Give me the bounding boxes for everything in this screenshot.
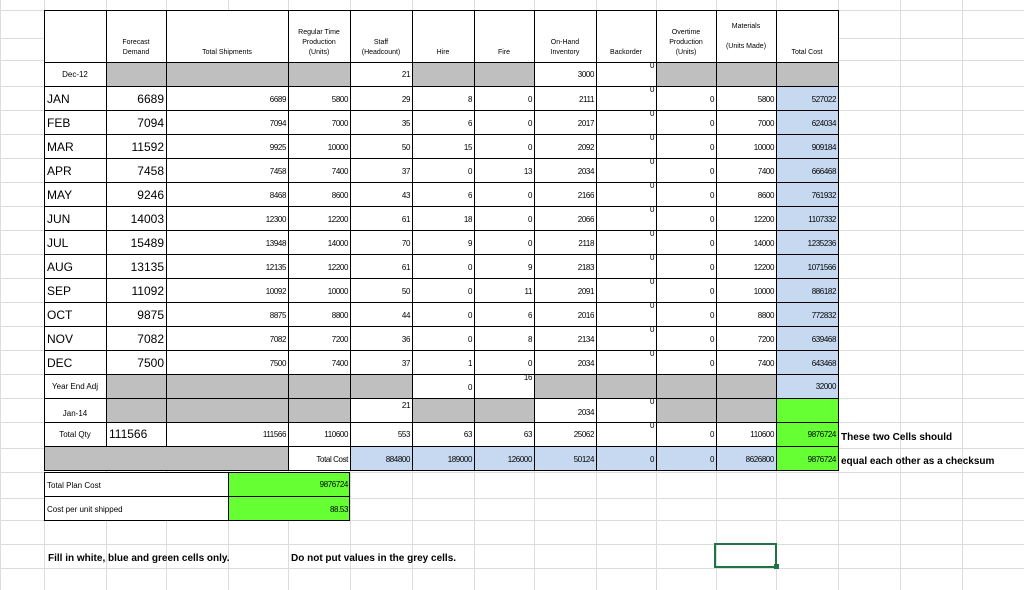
year-end-fire: 16 xyxy=(523,373,532,382)
row-year-end-cell-5[interactable] xyxy=(412,374,475,399)
month-label: MAY xyxy=(47,188,73,202)
row-aug-cell-8[interactable] xyxy=(596,254,657,279)
overtime-production: 0 xyxy=(709,311,714,320)
row-dec12-cell-10[interactable] xyxy=(716,62,777,87)
total-shipments: 7458 xyxy=(269,167,286,176)
row-year-end-cell-1[interactable] xyxy=(106,374,167,399)
backorder: 0 xyxy=(649,277,654,286)
hire-count: 0 xyxy=(467,263,472,272)
row-jan14-cell-3[interactable] xyxy=(288,398,351,423)
on-hand-inventory: 2134 xyxy=(577,335,594,344)
staff-headcount: 50 xyxy=(401,143,410,152)
month-label: DEC xyxy=(47,356,73,370)
overtime-cost-cell[interactable] xyxy=(656,446,717,471)
total-plan-cost-label: Total Plan Cost xyxy=(47,481,101,490)
overtime-production: 0 xyxy=(709,263,714,272)
total-shipments-sum: 111566 xyxy=(262,430,286,439)
overtime-production: 0 xyxy=(709,143,714,152)
row-dec12-cell-5[interactable] xyxy=(412,62,475,87)
regular-production: 5800 xyxy=(331,95,348,104)
on-hand-inventory: 2017 xyxy=(577,119,594,128)
overtime-production: 0 xyxy=(709,215,714,224)
hire-count: 0 xyxy=(467,167,472,176)
dec12-label: Dec-12 xyxy=(62,70,88,79)
row-nov-cell-6[interactable] xyxy=(474,326,535,351)
total-qty-label: Total Qty xyxy=(59,430,91,439)
total-inventory: 25062 xyxy=(573,430,594,439)
on-hand-inventory: 2092 xyxy=(577,143,594,152)
staff-headcount: 29 xyxy=(401,95,410,104)
row-year-end-cell-2[interactable] xyxy=(166,374,289,399)
staff-headcount: 70 xyxy=(401,239,410,248)
total-fire: 63 xyxy=(523,430,532,439)
header-ship: Total Shipments xyxy=(202,49,252,56)
row-jan-cell-6[interactable] xyxy=(474,86,535,111)
fire-cost: 126000 xyxy=(507,455,532,464)
regular-production: 14000 xyxy=(327,239,348,248)
backorder: 0 xyxy=(649,325,654,334)
backorder: 0 xyxy=(649,205,654,214)
header-staff: Staff (Headcount) xyxy=(361,39,401,56)
staff-headcount: 35 xyxy=(401,119,410,128)
hire-count: 0 xyxy=(467,287,472,296)
forecast-demand: 15489 xyxy=(130,236,164,250)
fill-handle[interactable] xyxy=(774,564,779,569)
instruction-fill-cells: Fill in white, blue and green cells only. xyxy=(48,553,230,564)
row-jul-cell-8[interactable] xyxy=(596,230,657,255)
on-hand-inventory: 2166 xyxy=(577,191,594,200)
regular-production: 12200 xyxy=(327,263,348,272)
row-feb-cell-9[interactable] xyxy=(656,110,717,135)
hire-count: 8 xyxy=(467,95,472,104)
fire-count: 0 xyxy=(527,359,532,368)
forecast-demand: 14003 xyxy=(130,212,164,226)
row-mar-cell-9[interactable] xyxy=(656,134,717,159)
row-feb-cell-6[interactable] xyxy=(474,110,535,135)
materials-units: 8600 xyxy=(757,191,774,200)
forecast-demand: 7094 xyxy=(137,116,164,130)
row-aug-cell-6[interactable] xyxy=(474,254,535,279)
total-cost-checksum: 9876724 xyxy=(807,455,836,464)
row-oct-cell-6[interactable] xyxy=(474,302,535,327)
checksum-note-line2: equal each other as a checksum xyxy=(841,456,995,467)
fire-count: 0 xyxy=(527,239,532,248)
row-aug-cell-5[interactable] xyxy=(412,254,475,279)
total-staff: 553 xyxy=(397,430,410,439)
regular-production: 12200 xyxy=(327,215,348,224)
year-end-label: Year End Adj xyxy=(52,382,98,391)
year-end-hire: 0 xyxy=(467,383,472,392)
backorder: 0 xyxy=(649,109,654,118)
header-cell-blank[interactable] xyxy=(44,10,107,63)
staff-headcount: 37 xyxy=(401,359,410,368)
materials-units: 7400 xyxy=(757,359,774,368)
on-hand-inventory: 2118 xyxy=(578,239,594,248)
backorder: 0 xyxy=(649,349,654,358)
header-forecast: Forecast Demand xyxy=(122,39,150,56)
row-jul-cell-6[interactable] xyxy=(474,230,535,255)
row-jul-cell-9[interactable] xyxy=(656,230,717,255)
header-ot: Overtime Production (Units) xyxy=(669,29,703,56)
header-reg: Regular Time Production (Units) xyxy=(298,29,340,56)
hire-count: 0 xyxy=(467,335,472,344)
row-sep-cell-8[interactable] xyxy=(596,278,657,303)
row-jun-cell-8[interactable] xyxy=(596,206,657,231)
backorder: 0 xyxy=(649,85,654,94)
overtime-production: 0 xyxy=(709,191,714,200)
monthly-total-cost: 624034 xyxy=(811,119,836,128)
row-jan14-cell-8[interactable] xyxy=(596,398,657,423)
row-apr-cell-9[interactable] xyxy=(656,158,717,183)
row-jan14-cell-9[interactable] xyxy=(656,398,717,423)
overtime-production: 0 xyxy=(709,239,714,248)
checksum-note-line1: These two Cells should xyxy=(841,432,953,443)
row-aug-cell-9[interactable] xyxy=(656,254,717,279)
hire-count: 6 xyxy=(467,191,472,200)
row-feb-cell-8[interactable] xyxy=(596,110,657,135)
row-jun-cell-9[interactable] xyxy=(656,206,717,231)
fire-count: 8 xyxy=(527,335,532,344)
monthly-total-cost: 1235236 xyxy=(807,239,836,248)
total-shipments: 6689 xyxy=(269,95,286,104)
month-label: MAR xyxy=(47,140,74,154)
month-label: FEB xyxy=(47,116,71,130)
inventory-cost: 50124 xyxy=(573,455,594,464)
fire-count: 0 xyxy=(527,95,532,104)
total-shipments: 13948 xyxy=(265,239,286,248)
materials-cost: 8626800 xyxy=(745,455,774,464)
hire-count: 15 xyxy=(463,143,472,152)
materials-units: 10000 xyxy=(753,143,774,152)
on-hand-inventory: 2066 xyxy=(577,215,594,224)
row-jul-cell-5[interactable] xyxy=(412,230,475,255)
monthly-total-cost: 886182 xyxy=(811,287,836,296)
monthly-total-cost: 666468 xyxy=(811,167,836,176)
total-forecast: 111566 xyxy=(109,427,148,441)
header-cost: Total Cost xyxy=(791,49,823,56)
row-jan14-cell-1[interactable] xyxy=(106,398,167,423)
regular-production: 7000 xyxy=(331,119,348,128)
month-label: JUL xyxy=(47,236,69,250)
header-hire: Hire xyxy=(436,49,450,56)
year-end-cost: 32000 xyxy=(815,382,836,391)
row-dec12-cell-2[interactable] xyxy=(166,62,289,87)
header-inv: On-Hand Inventory xyxy=(550,39,580,56)
row-nov-cell-5[interactable] xyxy=(412,326,475,351)
fire-count: 11 xyxy=(524,287,532,296)
row-feb-cell-5[interactable] xyxy=(412,110,475,135)
row-jun-cell-6[interactable] xyxy=(474,206,535,231)
staff-headcount: 44 xyxy=(401,311,410,320)
monthly-total-cost: 527022 xyxy=(811,95,836,104)
fire-count: 6 xyxy=(527,311,532,320)
total-shipments: 8468 xyxy=(269,191,286,200)
total-materials: 110600 xyxy=(750,430,774,439)
materials-units: 5800 xyxy=(757,95,774,104)
backorder: 0 xyxy=(649,157,654,166)
month-label: SEP xyxy=(47,284,72,298)
on-hand-inventory: 2111 xyxy=(578,95,594,104)
materials-units: 12200 xyxy=(753,263,774,272)
row-jan-cell-8[interactable] xyxy=(596,86,657,111)
overtime-production: 0 xyxy=(709,287,714,296)
backorder: 0 xyxy=(649,133,654,142)
backorder: 0 xyxy=(649,181,654,190)
hire-count: 6 xyxy=(467,119,472,128)
total-shipments: 12300 xyxy=(265,215,286,224)
row-jan14-cell-10[interactable] xyxy=(716,398,777,423)
regular-production: 7200 xyxy=(331,335,348,344)
staff-headcount: 36 xyxy=(401,335,410,344)
on-hand-inventory: 2016 xyxy=(577,311,594,320)
forecast-demand: 13135 xyxy=(130,260,164,274)
row-mar-cell-8[interactable] xyxy=(596,134,657,159)
monthly-total-cost: 772832 xyxy=(811,311,836,320)
row-year-end-cell-7[interactable] xyxy=(534,374,597,399)
total-shipments: 8875 xyxy=(269,311,286,320)
row-year-end-cell-10[interactable] xyxy=(716,374,777,399)
cost-per-unit-value: 88.53 xyxy=(329,505,348,514)
month-label: APR xyxy=(47,164,72,178)
total-shipments: 12135 xyxy=(265,263,286,272)
monthly-total-cost: 643468 xyxy=(811,359,836,368)
row-oct-cell-5[interactable] xyxy=(412,302,475,327)
staff-headcount: 43 xyxy=(401,191,410,200)
forecast-demand: 7458 xyxy=(137,164,164,178)
row-dec12-cell-1[interactable] xyxy=(106,62,167,87)
fire-count: 0 xyxy=(527,119,532,128)
regular-production: 7400 xyxy=(331,167,348,176)
materials-units: 7000 xyxy=(757,119,774,128)
hire-count: 18 xyxy=(463,215,472,224)
on-hand-inventory: 2183 xyxy=(577,263,594,272)
row-may-cell-6[interactable] xyxy=(474,182,535,207)
row-dec12-cell-3[interactable] xyxy=(288,62,351,87)
total-shipments: 9925 xyxy=(269,143,286,152)
row-sep-cell-9[interactable] xyxy=(656,278,717,303)
fire-count: 0 xyxy=(527,143,532,152)
forecast-demand: 7082 xyxy=(137,332,164,346)
regular-production: 10000 xyxy=(327,143,348,152)
row-mar-cell-6[interactable] xyxy=(474,134,535,159)
monthly-total-cost: 1071566 xyxy=(807,263,836,272)
row-total-qty-cell-8[interactable] xyxy=(596,422,657,447)
row-jan14-cell-6[interactable] xyxy=(474,398,535,423)
on-hand-inventory: 2034 xyxy=(577,167,594,176)
forecast-demand: 6689 xyxy=(137,92,164,106)
hire-count: 0 xyxy=(467,311,472,320)
forecast-demand: 11092 xyxy=(131,284,164,298)
forecast-demand: 9246 xyxy=(137,188,164,202)
row-total-qty-cell-9[interactable] xyxy=(656,422,717,447)
regular-production: 10000 xyxy=(327,287,348,296)
on-hand-inventory: 2091 xyxy=(577,287,594,296)
materials-units: 7400 xyxy=(757,167,774,176)
overtime-production: 0 xyxy=(709,359,714,368)
row-oct-cell-9[interactable] xyxy=(656,302,717,327)
backorder-cost-cell[interactable] xyxy=(596,446,657,471)
on-hand-inventory: 2034 xyxy=(577,359,594,368)
row-apr-cell-8[interactable] xyxy=(596,158,657,183)
selected-cell[interactable] xyxy=(714,543,777,568)
row-jan14-cell-2[interactable] xyxy=(166,398,289,423)
hire-count: 1 xyxy=(467,359,472,368)
row-year-end-cell-3[interactable] xyxy=(288,374,351,399)
backorder-cost: 0 xyxy=(649,455,654,464)
header-fire: Fire xyxy=(497,49,511,56)
staff-headcount: 61 xyxy=(401,263,410,272)
staff-headcount: 61 xyxy=(401,215,410,224)
backorder: 0 xyxy=(649,229,654,238)
fire-count: 9 xyxy=(527,263,532,272)
instruction-grey-cells: Do not put values in the grey cells. xyxy=(291,553,457,564)
dec12-backorder: 0 xyxy=(649,61,654,70)
regular-production: 8600 xyxy=(331,191,348,200)
hire-count: 9 xyxy=(467,239,472,248)
materials-units: 14000 xyxy=(753,239,774,248)
row-sep-cell-5[interactable] xyxy=(412,278,475,303)
row-nov-cell-9[interactable] xyxy=(656,326,717,351)
header-back: Backorder xyxy=(610,49,642,56)
total-regular-production: 110600 xyxy=(324,430,348,439)
month-label: NOV xyxy=(47,332,74,346)
row-year-end-cell-4[interactable] xyxy=(350,374,413,399)
hire-cost: 189000 xyxy=(447,455,472,464)
total-overtime: 0 xyxy=(709,430,714,439)
total-backorder: 0 xyxy=(649,421,654,430)
row-apr-cell-5[interactable] xyxy=(412,158,475,183)
month-label: OCT xyxy=(47,308,73,322)
row-jan-cell-9[interactable] xyxy=(656,86,717,111)
row-dec-cell-6[interactable] xyxy=(474,350,535,375)
month-label: AUG xyxy=(47,260,74,274)
jan14-staff: 21 xyxy=(401,401,410,410)
forecast-demand: 7500 xyxy=(137,356,164,370)
materials-units: 8800 xyxy=(757,311,774,320)
header-mat: Materials (Units Made) xyxy=(725,23,767,50)
row-year-end-cell-8[interactable] xyxy=(596,374,657,399)
monthly-total-cost: 909184 xyxy=(811,143,836,152)
fire-count: 0 xyxy=(527,191,532,200)
fire-count: 0 xyxy=(527,215,532,224)
total-plan-cost-value: 9876724 xyxy=(319,480,348,489)
row-may-cell-5[interactable] xyxy=(412,182,475,207)
cost-per-unit-label: Cost per unit shipped xyxy=(47,505,123,514)
overtime-production: 0 xyxy=(709,95,714,104)
total-cost-grey-span[interactable] xyxy=(44,446,289,471)
dec12-staff: 21 xyxy=(401,70,410,79)
row-may-cell-8[interactable] xyxy=(596,182,657,207)
staff-headcount: 37 xyxy=(401,167,410,176)
total-hire: 63 xyxy=(463,430,472,439)
materials-units: 7200 xyxy=(757,335,774,344)
materials-units: 10000 xyxy=(753,287,774,296)
overtime-cost: 0 xyxy=(709,455,714,464)
staff-cost: 884800 xyxy=(385,455,410,464)
overtime-production: 0 xyxy=(709,167,714,176)
regular-production: 8800 xyxy=(331,311,348,320)
total-shipments: 10092 xyxy=(265,287,286,296)
row-dec12-cell-11[interactable] xyxy=(776,62,839,87)
month-label: JAN xyxy=(47,92,70,106)
dec12-inventory: 3000 xyxy=(577,70,594,79)
fire-count: 13 xyxy=(523,167,532,176)
row-oct-cell-8[interactable] xyxy=(596,302,657,327)
row-dec-cell-5[interactable] xyxy=(412,350,475,375)
total-qty-cost: 9876724 xyxy=(807,430,836,439)
backorder: 0 xyxy=(649,253,654,262)
materials-units: 12200 xyxy=(753,215,774,224)
row-dec12-cell-9[interactable] xyxy=(656,62,717,87)
monthly-total-cost: 761932 xyxy=(811,191,836,200)
forecast-demand: 9875 xyxy=(137,308,164,322)
row-jan14-cell-11[interactable] xyxy=(776,398,839,423)
total-cost-label: Total Cost xyxy=(316,455,348,464)
row-may-cell-9[interactable] xyxy=(656,182,717,207)
monthly-total-cost: 639468 xyxy=(811,335,836,344)
row-jan-cell-5[interactable] xyxy=(412,86,475,111)
regular-production: 7400 xyxy=(331,359,348,368)
jan14-inventory: 2034 xyxy=(577,408,594,417)
monthly-total-cost: 1107332 xyxy=(808,215,836,224)
total-shipments: 7082 xyxy=(269,335,286,344)
overtime-production: 0 xyxy=(709,119,714,128)
total-shipments: 7500 xyxy=(269,359,286,368)
forecast-demand: 11592 xyxy=(131,140,164,154)
overtime-production: 0 xyxy=(709,335,714,344)
row-dec12-cell-8[interactable] xyxy=(596,62,657,87)
row-nov-cell-8[interactable] xyxy=(596,326,657,351)
staff-headcount: 50 xyxy=(401,287,410,296)
jan14-label: Jan-14 xyxy=(62,409,88,418)
row-year-end-cell-9[interactable] xyxy=(656,374,717,399)
row-jan14-cell-5[interactable] xyxy=(412,398,475,423)
backorder: 0 xyxy=(649,301,654,310)
row-dec12-cell-6[interactable] xyxy=(474,62,535,87)
row-dec-cell-9[interactable] xyxy=(656,350,717,375)
jan14-backorder: 0 xyxy=(649,397,654,406)
row-dec-cell-8[interactable] xyxy=(596,350,657,375)
month-label: JUN xyxy=(47,212,71,226)
total-shipments: 7094 xyxy=(269,119,286,128)
